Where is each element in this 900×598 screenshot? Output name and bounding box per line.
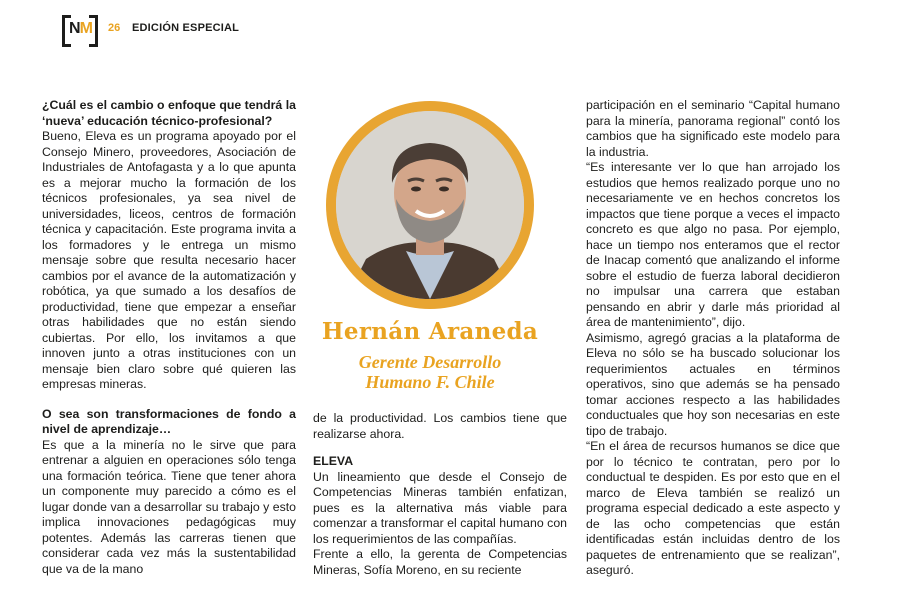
right-paragraph-2: “Es interesante ver lo que han arrojado los estudios que hemos realizado porque uno no necesariamente ve en hechos concretos los impactos que tiene porque a veces el impacto concreto es que algo no pasa. Por ejemplo, hace un tiempo nos enteramos que el rector de Inacap comentó que analizando el informe sobre el estudio de fuerza laboral decidieron no impulsar una carrera que estaban pensando en abrir y darle más prioridad al área de mantenimiento”, dijo. bbox=[586, 160, 840, 329]
question-1: ¿Cuál es el cambio o enfoque que tendrá la ‘nueva’ educación técnico-profesional? bbox=[42, 98, 296, 128]
page-number: 26 bbox=[108, 22, 121, 34]
middle-paragraph-3: Frente a ello, la gerenta de Competencias Mineras, Sofía Moreno, en su reciente bbox=[313, 547, 567, 577]
right-paragraph-3: Asimismo, agregó gracias a la plataforma de Eleva no sólo se ha buscado solucionar los requerimientos actuales en términos operativos, sino que además se ha pensado tomar acciones respecto a las habilidades conductuales que hoy son necesarias en este tipo de trabajo. bbox=[586, 330, 840, 438]
right-paragraph-4: “En el área de recursos humanos se dice que por lo técnico te contratan, pero por lo conductual te despiden. Es por esto que en el marco de Eleva también se realizó un programa especial dedicado a este aspecto y de las ocho competencias que están identificadas están incluidas dentro de los paquetes de entrenamiento que se realizan”, aseguró. bbox=[586, 439, 840, 577]
section-title: EDICIÓN ESPECIAL bbox=[132, 22, 240, 34]
question-2: O sea son transformaciones de fondo a nivel de aprendizaje… bbox=[42, 406, 296, 436]
column-middle bbox=[313, 411, 567, 578]
column-left bbox=[42, 98, 296, 577]
answer-1: Bueno, Eleva es un programa apoyado por el Consejo Minero, proveedores, Asociación de Industriales de Antofagasta y a lo que apunta es a mejorar mucho la formación de los técnicos profesionales, ya sea nivel de universidades, liceos, centros de formación técnica y capacitación. Este programa invita a los formadores y le entrega un mismo mensaje sobre que resulta necesario hacer cambios por el avance de la automatización y robótica, ya que sumado a los desafíos de productividad, tiene que empezar a enseñar otras habilidades que no están siendo cubiertas. Por ello, los invitamos a que innoven junto a otras instituciones con un mensaje bien claro sobre qué quieren las empresas mineras. bbox=[42, 129, 296, 391]
middle-paragraph-2: Un lineamiento que desde el Consejo de Competencias Mineras también enfatizan, pues es la alternativa más viable para comenzar a transformar el capital humano con los requerimientos de las compañías. bbox=[313, 469, 567, 546]
profile-name: Hernán Araneda bbox=[321, 318, 539, 345]
logo-letter-n: N bbox=[69, 20, 80, 37]
profile-role bbox=[300, 352, 560, 392]
logo-letter-m: M bbox=[79, 20, 92, 37]
right-paragraph-1: participación en el seminario “Capital humano para la minería, panorama regional” contó los cambios que ha significado este modelo para la industria. bbox=[586, 98, 840, 159]
profile-role-line-2: Humano F. Chile bbox=[365, 372, 495, 392]
subheading-eleva: ELEVA bbox=[313, 454, 354, 468]
portrait-photo bbox=[336, 111, 524, 299]
profile-role-line-1: Gerente Desarrollo bbox=[358, 352, 502, 372]
answer-2: Es que a la minería no le sirve que para entrenar a alguien en operaciones sólo tenga una formación teórica. Tiene que tener ahora un componente muy parecido a cómo es el lugar donde van a desarrollar su trabajo y esto implica innovaciones pedagógicas muy potentes. Además las carreras tienen que considerar cada vez más la sustentabilidad que va de la mano bbox=[42, 437, 296, 576]
middle-paragraph-1: de la productividad. Los cambios tiene que realizarse ahora. bbox=[313, 411, 567, 441]
column-right bbox=[586, 98, 840, 579]
magazine-logo bbox=[62, 15, 98, 43]
